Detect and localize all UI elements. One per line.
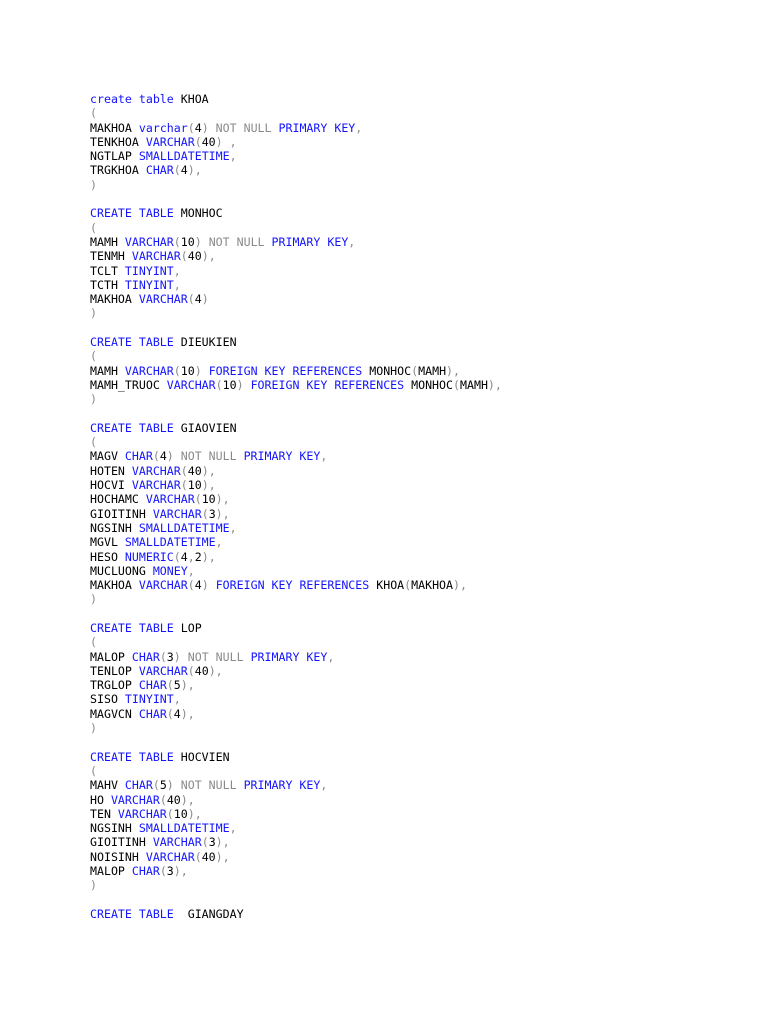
sql-identifier: 40: [187, 249, 202, 264]
code-line: [90, 592, 502, 606]
sql-keyword: PRIMARY KEY: [243, 778, 321, 793]
sql-punctuation: ) NOT NULL: [201, 120, 279, 135]
sql-identifier: TCLT: [90, 263, 125, 278]
sql-keyword: CREATE TABLE: [90, 206, 174, 221]
sql-punctuation: ): [194, 363, 209, 378]
code-line: [90, 678, 502, 692]
code-line: [90, 92, 502, 106]
sql-keyword: CREATE TABLE: [90, 749, 174, 764]
sql-punctuation: ),: [453, 578, 467, 593]
sql-identifier: MAKHOA: [90, 120, 139, 135]
sql-identifier: TENMH: [90, 249, 132, 264]
sql-keyword: TINYINT: [124, 263, 174, 278]
sql-punctuation: (: [159, 649, 167, 664]
sql-punctuation: (: [180, 478, 188, 493]
sql-punctuation: ,: [320, 449, 328, 464]
code-line: [90, 206, 502, 220]
sql-punctuation: ,: [187, 549, 195, 564]
sql-punctuation: ,: [348, 234, 356, 249]
sql-keyword: CREATE TABLE: [90, 420, 174, 435]
sql-punctuation: ): [90, 177, 97, 192]
code-line: [90, 106, 502, 120]
sql-punctuation: (: [411, 363, 419, 378]
sql-identifier: 3: [166, 864, 174, 879]
sql-punctuation: ,: [355, 120, 363, 135]
sql-keyword: VARCHAR: [138, 663, 188, 678]
sql-identifier: MAMH: [418, 363, 447, 378]
code-line: [90, 692, 502, 706]
code-line: [90, 435, 502, 449]
code-line: [90, 635, 502, 649]
code-line: [90, 821, 502, 835]
blank-line: [90, 893, 502, 907]
sql-identifier: MAMH: [90, 363, 125, 378]
sql-keyword: PRIMARY KEY: [250, 649, 328, 664]
sql-keyword: CREATE TABLE: [90, 335, 174, 350]
sql-punctuation: (: [166, 806, 174, 821]
sql-identifier: 4: [180, 549, 188, 564]
sql-identifier: TRGLOP: [90, 678, 139, 693]
code-line: [90, 750, 502, 764]
sql-identifier: 3: [208, 506, 216, 521]
code-line: [90, 707, 502, 721]
code-line: [90, 306, 502, 320]
code-line: [90, 149, 502, 163]
sql-punctuation: (: [173, 549, 181, 564]
code-line: [90, 793, 502, 807]
sql-identifier: MONHOC: [404, 377, 454, 392]
sql-keyword: SMALLDATETIME: [138, 821, 230, 836]
sql-punctuation: ),: [201, 549, 216, 564]
sql-punctuation: (: [404, 578, 412, 593]
code-line: [90, 907, 502, 921]
code-line: [90, 835, 502, 849]
code-line: [90, 550, 502, 564]
sql-punctuation: ),: [208, 663, 223, 678]
sql-punctuation: ),: [215, 492, 230, 507]
sql-punctuation: ),: [215, 835, 230, 850]
sql-punctuation: ,: [229, 149, 237, 164]
sql-identifier: 4: [194, 120, 202, 135]
sql-punctuation: ,: [187, 563, 195, 578]
sql-punctuation: ) NOT NULL: [194, 234, 272, 249]
sql-punctuation: ): [201, 292, 209, 307]
sql-punctuation: (: [180, 249, 188, 264]
sql-punctuation: (: [166, 678, 174, 693]
sql-punctuation: (: [187, 292, 195, 307]
sql-identifier: LOP: [173, 620, 202, 635]
sql-punctuation: (: [187, 578, 195, 593]
sql-keyword: VARCHAR: [131, 249, 181, 264]
sql-punctuation: (: [180, 463, 188, 478]
code-line: [90, 249, 502, 263]
sql-identifier: MAMH: [460, 377, 488, 392]
code-line: [90, 650, 502, 664]
sql-punctuation: (: [215, 377, 223, 392]
sql-keyword: CHAR: [124, 778, 153, 793]
sql-identifier: MAHV: [90, 778, 125, 793]
sql-identifier: DIEUKIEN: [173, 335, 237, 350]
sql-identifier: 40: [201, 849, 216, 864]
sql-punctuation: ),: [487, 377, 502, 392]
code-line: [90, 121, 502, 135]
sql-identifier: 4: [159, 449, 167, 464]
sql-keyword: PRIMARY KEY: [271, 234, 349, 249]
sql-punctuation: (: [90, 635, 97, 650]
sql-keyword: CHAR: [124, 449, 153, 464]
sql-punctuation: ) NOT NULL: [173, 649, 251, 664]
sql-punctuation: ),: [201, 249, 216, 264]
sql-punctuation: ),: [187, 806, 202, 821]
sql-punctuation: (: [90, 349, 97, 364]
sql-punctuation: ),: [173, 864, 188, 879]
code-line: [90, 507, 502, 521]
code-line: [90, 578, 502, 592]
sql-identifier: MALOP: [90, 649, 132, 664]
sql-punctuation: ),: [180, 706, 195, 721]
sql-keyword: VARCHAR: [138, 578, 188, 593]
sql-identifier: 4: [194, 292, 202, 307]
sql-identifier: 10: [187, 478, 202, 493]
sql-keyword: CHAR: [131, 649, 160, 664]
sql-keyword: VARCHAR: [124, 363, 174, 378]
sql-identifier: MALOP: [90, 864, 132, 879]
sql-identifier: NOISINH: [90, 849, 146, 864]
sql-code-block: [90, 92, 502, 921]
sql-punctuation: ): [236, 377, 251, 392]
sql-punctuation: (: [173, 363, 181, 378]
sql-identifier: 2: [194, 549, 202, 564]
code-line: [90, 664, 502, 678]
sql-punctuation: ),: [180, 678, 195, 693]
sql-punctuation: (: [194, 134, 202, 149]
blank-line: [90, 321, 502, 335]
sql-keyword: SMALLDATETIME: [124, 535, 216, 550]
sql-punctuation: (: [201, 835, 209, 850]
sql-identifier: GIANGDAY: [173, 906, 244, 921]
sql-identifier: MAKHOA: [90, 292, 139, 307]
code-line: [90, 349, 502, 363]
sql-punctuation: (: [159, 792, 167, 807]
code-line: [90, 235, 502, 249]
sql-identifier: HESO: [90, 549, 125, 564]
code-line: [90, 878, 502, 892]
code-line: [90, 421, 502, 435]
sql-punctuation: ,: [320, 778, 328, 793]
sql-identifier: GIOITINH: [90, 506, 153, 521]
sql-identifier: 5: [159, 778, 167, 793]
sql-keyword: CHAR: [138, 706, 167, 721]
sql-keyword: TINYINT: [124, 277, 174, 292]
sql-identifier: NGTLAP: [90, 149, 139, 164]
sql-punctuation: (: [187, 120, 195, 135]
sql-identifier: MAMH_TRUOC: [90, 377, 167, 392]
sql-identifier: HO: [90, 792, 111, 807]
sql-punctuation: (: [90, 763, 97, 778]
sql-identifier: HOCVI: [90, 478, 132, 493]
sql-keyword: create table: [90, 92, 174, 106]
sql-identifier: 10: [180, 234, 195, 249]
sql-punctuation: (: [173, 163, 181, 178]
sql-keyword: TINYINT: [124, 692, 174, 707]
code-line: [90, 764, 502, 778]
code-line: [90, 521, 502, 535]
sql-punctuation: (: [166, 706, 174, 721]
code-line: [90, 163, 502, 177]
sql-punctuation: ): [90, 392, 97, 407]
sql-keyword: CREATE TABLE: [90, 906, 174, 921]
sql-punctuation: ,: [327, 649, 335, 664]
sql-punctuation: ): [90, 592, 97, 607]
sql-keyword: NUMERIC: [124, 549, 174, 564]
sql-identifier: HOTEN: [90, 463, 132, 478]
sql-punctuation: ,: [215, 535, 223, 550]
code-line: [90, 178, 502, 192]
code-line: [90, 721, 502, 735]
sql-punctuation: ): [90, 306, 97, 321]
sql-identifier: GIAOVIEN: [173, 420, 237, 435]
blank-line: [90, 607, 502, 621]
sql-identifier: MONHOC: [362, 363, 412, 378]
sql-punctuation: (: [187, 663, 195, 678]
sql-identifier: TEN: [90, 806, 118, 821]
sql-identifier: MONHOC: [173, 206, 223, 221]
sql-punctuation: ): [90, 878, 97, 893]
sql-keyword: CHAR: [145, 163, 174, 178]
sql-identifier: MAKHOA: [90, 578, 139, 593]
sql-identifier: 10: [222, 377, 237, 392]
sql-keyword: VARCHAR: [131, 463, 181, 478]
sql-identifier: MAKHOA: [411, 578, 454, 593]
sql-punctuation: ,: [229, 520, 237, 535]
sql-identifier: TENLOP: [90, 663, 139, 678]
sql-punctuation: ),: [215, 849, 230, 864]
code-line: [90, 221, 502, 235]
sql-keyword: VARCHAR: [145, 134, 195, 149]
sql-punctuation: ) NOT NULL: [166, 449, 244, 464]
sql-keyword: FOREIGN KEY REFERENCES: [215, 578, 370, 593]
sql-punctuation: ),: [187, 163, 202, 178]
sql-punctuation: ),: [215, 506, 230, 521]
sql-keyword: VARCHAR: [124, 234, 174, 249]
sql-keyword: VARCHAR: [152, 506, 202, 521]
sql-punctuation: ),: [201, 463, 216, 478]
sql-identifier: MAMH: [90, 234, 125, 249]
code-line: [90, 778, 502, 792]
sql-keyword: VARCHAR: [138, 292, 188, 307]
blank-line: [90, 192, 502, 206]
sql-identifier: 40: [194, 663, 209, 678]
sql-keyword: VARCHAR: [152, 835, 202, 850]
sql-keyword: SMALLDATETIME: [138, 149, 230, 164]
sql-identifier: 10: [201, 492, 216, 507]
sql-punctuation: (: [152, 449, 160, 464]
sql-punctuation: (: [152, 778, 160, 793]
sql-identifier: 10: [180, 363, 195, 378]
sql-punctuation: ) NOT NULL: [166, 778, 244, 793]
sql-identifier: 3: [166, 649, 174, 664]
sql-identifier: 4: [180, 163, 188, 178]
sql-identifier: 10: [173, 806, 188, 821]
sql-punctuation: (: [90, 106, 97, 121]
code-line: [90, 264, 502, 278]
sql-keyword: VARCHAR: [145, 492, 195, 507]
sql-identifier: HOCHAMC: [90, 492, 146, 507]
sql-identifier: SISO: [90, 692, 125, 707]
sql-punctuation: (: [173, 234, 181, 249]
sql-identifier: NGSINH: [90, 520, 139, 535]
sql-punctuation: (: [453, 377, 460, 392]
sql-keyword: MONEY: [152, 563, 188, 578]
sql-punctuation: (: [90, 435, 97, 450]
sql-keyword: SMALLDATETIME: [138, 520, 230, 535]
code-line: [90, 449, 502, 463]
sql-identifier: MAGV: [90, 449, 125, 464]
code-line: [90, 850, 502, 864]
sql-identifier: GIOITINH: [90, 835, 153, 850]
code-line: [90, 564, 502, 578]
sql-punctuation: ),: [446, 363, 461, 378]
sql-keyword: VARCHAR: [166, 377, 216, 392]
sql-keyword: VARCHAR: [110, 792, 160, 807]
sql-identifier: NGSINH: [90, 821, 139, 836]
sql-keyword: FOREIGN KEY REFERENCES: [250, 377, 405, 392]
sql-identifier: 5: [173, 678, 181, 693]
sql-punctuation: ,: [173, 692, 181, 707]
sql-punctuation: ,: [173, 263, 181, 278]
sql-identifier: 40: [187, 463, 202, 478]
sql-keyword: CHAR: [138, 678, 167, 693]
sql-punctuation: ,: [173, 277, 181, 292]
code-line: [90, 535, 502, 549]
blank-line: [90, 735, 502, 749]
sql-punctuation: ,: [229, 821, 237, 836]
sql-keyword: CHAR: [131, 864, 160, 879]
sql-identifier: 40: [166, 792, 181, 807]
sql-identifier: MUCLUONG: [90, 563, 153, 578]
sql-identifier: 3: [208, 835, 216, 850]
sql-keyword: VARCHAR: [145, 849, 195, 864]
code-line: [90, 364, 502, 378]
sql-identifier: KHOA: [173, 92, 209, 106]
blank-line: [90, 407, 502, 421]
sql-punctuation: ): [201, 578, 216, 593]
sql-punctuation: ),: [201, 478, 216, 493]
sql-identifier: MAGVCN: [90, 706, 139, 721]
sql-identifier: MGVL: [90, 535, 125, 550]
sql-keyword: PRIMARY KEY: [243, 449, 321, 464]
code-line: [90, 864, 502, 878]
code-line: [90, 621, 502, 635]
code-line: [90, 292, 502, 306]
sql-keyword: VARCHAR: [131, 478, 181, 493]
code-line: [90, 392, 502, 406]
code-line: [90, 335, 502, 349]
sql-punctuation: ) ,: [215, 134, 237, 149]
sql-keyword: FOREIGN KEY REFERENCES: [208, 363, 363, 378]
sql-identifier: 4: [194, 578, 202, 593]
code-line: [90, 478, 502, 492]
sql-punctuation: (: [194, 492, 202, 507]
sql-punctuation: (: [90, 220, 97, 235]
sql-keyword: CREATE TABLE: [90, 620, 174, 635]
sql-identifier: TENKHOA: [90, 134, 146, 149]
sql-identifier: KHOA: [369, 578, 405, 593]
sql-punctuation: (: [194, 849, 202, 864]
code-line: [90, 807, 502, 821]
sql-keyword: PRIMARY KEY: [278, 120, 356, 135]
code-line: [90, 278, 502, 292]
sql-punctuation: (: [201, 506, 209, 521]
sql-punctuation: ),: [180, 792, 195, 807]
sql-identifier: HOCVIEN: [173, 749, 230, 764]
code-line: [90, 492, 502, 506]
sql-keyword: VARCHAR: [117, 806, 167, 821]
sql-identifier: TRGKHOA: [90, 163, 146, 178]
sql-punctuation: ): [90, 721, 97, 736]
sql-identifier: 40: [201, 134, 216, 149]
code-line: [90, 135, 502, 149]
sql-punctuation: (: [159, 864, 167, 879]
sql-identifier: TCTH: [90, 277, 125, 292]
code-line: [90, 378, 502, 392]
sql-keyword: varchar: [138, 120, 188, 135]
code-line: [90, 464, 502, 478]
sql-identifier: 4: [173, 706, 181, 721]
